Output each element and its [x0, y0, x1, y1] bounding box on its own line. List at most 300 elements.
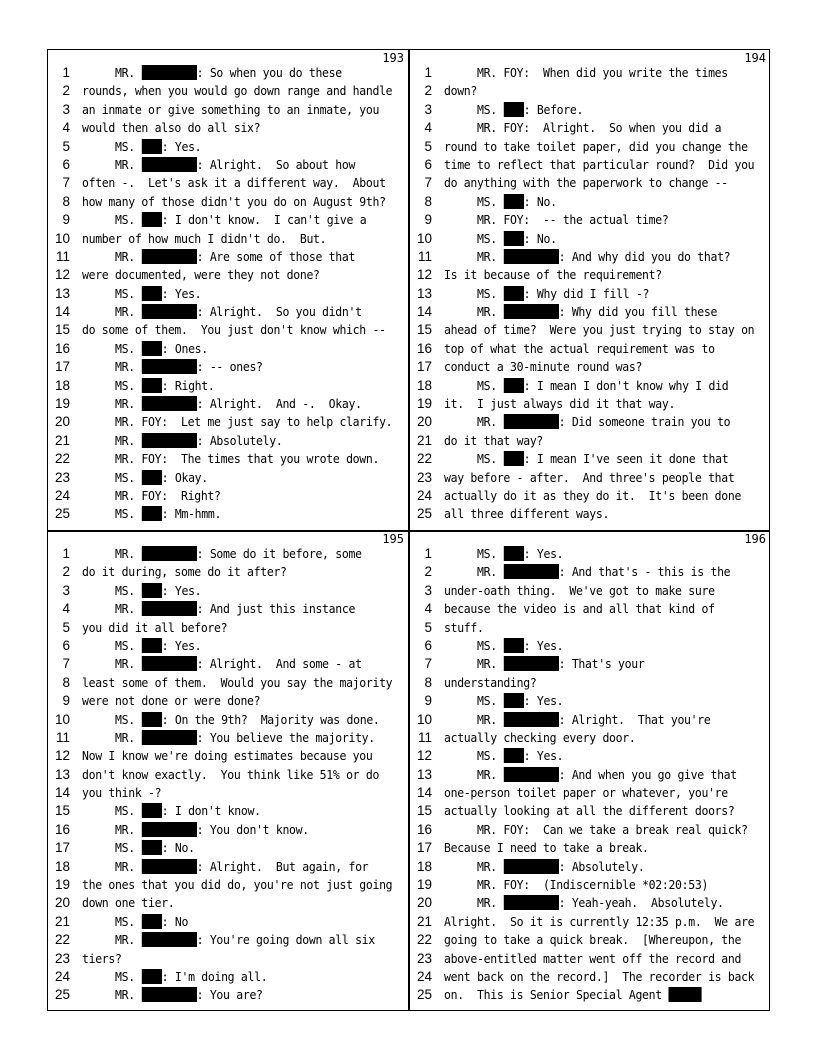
- redaction-bar: [141, 433, 196, 448]
- line-text: [444, 82, 477, 100]
- line-text-start: MS.: [444, 193, 504, 209]
- line-text: [82, 377, 214, 395]
- line-text: [82, 119, 260, 137]
- line-text: [444, 913, 754, 931]
- transcript-line: [410, 156, 770, 174]
- line-number: 8: [424, 674, 432, 690]
- line-text-start: do it during, some do it after?: [82, 564, 287, 580]
- line-text-start: tiers?: [82, 950, 122, 966]
- line-number: 5: [62, 619, 70, 635]
- line-text: [82, 156, 355, 174]
- redaction-bar: [503, 767, 558, 782]
- line-text-end: : Yes.: [161, 285, 202, 301]
- line-text: [82, 637, 201, 655]
- redaction-bar: [503, 231, 523, 246]
- transcript-line: [410, 913, 770, 931]
- line-text: [444, 821, 748, 839]
- line-number: 4: [62, 120, 70, 136]
- transcript-line: [410, 619, 770, 637]
- transcript-line: [410, 600, 770, 618]
- line-text: [444, 655, 644, 673]
- line-text: [82, 692, 260, 710]
- transcript-line: [48, 285, 408, 303]
- transcript-line: [48, 655, 408, 673]
- line-number: 13: [54, 766, 70, 782]
- redaction-bar: [141, 914, 161, 929]
- transcript-line: [410, 711, 770, 729]
- line-number: 17: [54, 359, 70, 375]
- line-text-start: MS.: [82, 637, 142, 653]
- line-text-start: MS.: [82, 840, 142, 856]
- line-text: [82, 674, 392, 692]
- line-text-start: round to take toilet paper, did you change the: [444, 138, 748, 154]
- line-text-start: MR.: [444, 711, 504, 727]
- line-number: 11: [55, 248, 70, 264]
- transcript-line: [48, 692, 408, 710]
- line-text-start: MS.: [444, 285, 504, 301]
- line-text: [444, 266, 662, 284]
- transcript-line: [410, 211, 770, 229]
- redaction-bar: [141, 840, 161, 855]
- line-text: [444, 674, 536, 692]
- line-text: [444, 285, 649, 303]
- line-text-start: MS.: [444, 101, 504, 117]
- line-text-start: time to reflect that particular round? Did you: [444, 156, 755, 172]
- redaction-bar: [503, 895, 558, 910]
- transcript-line: [410, 931, 770, 949]
- line-number: 4: [424, 120, 432, 136]
- redaction-bar: [141, 638, 161, 653]
- line-text-start: on. This is Senior Special Agent: [444, 987, 669, 1003]
- line-text: [82, 821, 309, 839]
- line-text-start: down one tier.: [82, 895, 175, 911]
- line-number: 12: [416, 748, 432, 764]
- transcript-line: [48, 711, 408, 729]
- line-text-end: : Yes.: [523, 637, 564, 653]
- line-text: [82, 450, 379, 468]
- line-number: 2: [62, 564, 70, 580]
- transcript-line: [410, 82, 770, 100]
- transcript-line: [48, 82, 408, 100]
- line-text: [82, 266, 320, 284]
- redaction-bar: [503, 546, 523, 561]
- line-text-end: : Alright. And some - at: [196, 656, 362, 672]
- transcript-line: [410, 545, 770, 563]
- line-text: [444, 784, 728, 802]
- line-text-start: the ones that you did do, you're not just going: [82, 877, 393, 893]
- redaction-bar: [668, 987, 701, 1002]
- line-text: [82, 600, 355, 618]
- line-text-start: MS.: [444, 377, 504, 393]
- line-number: 22: [416, 451, 432, 467]
- transcript-line: [48, 395, 408, 413]
- line-text: [444, 450, 728, 468]
- page-number: 195: [382, 532, 404, 546]
- page-number: 193: [382, 51, 404, 65]
- redaction-bar: [141, 803, 161, 818]
- line-number: 17: [416, 359, 432, 375]
- line-number: 10: [416, 711, 432, 727]
- line-number: 16: [54, 821, 70, 837]
- transcript-line: [48, 619, 408, 637]
- line-number: 14: [416, 785, 432, 801]
- transcript-line: [48, 582, 408, 600]
- transcript-line: [48, 986, 408, 1004]
- line-text: [444, 156, 754, 174]
- transcript-line: [48, 303, 408, 321]
- line-number: 6: [424, 156, 432, 172]
- line-text: [82, 321, 386, 339]
- line-text: [82, 986, 263, 1004]
- line-text-start: MS.: [82, 582, 142, 598]
- line-text-start: number of how much I didn't do. But.: [82, 230, 327, 246]
- line-text-start: you did it all before?: [82, 619, 228, 635]
- line-number: 18: [416, 377, 432, 393]
- line-text: [82, 766, 379, 784]
- redaction-bar: [141, 712, 161, 727]
- redaction-bar: [141, 987, 196, 1002]
- line-text: [444, 230, 557, 248]
- redaction-bar: [141, 341, 161, 356]
- transcript-line: [410, 248, 770, 266]
- line-text-end: : Okay.: [161, 469, 208, 485]
- line-text-end: : Why did you fill these: [558, 304, 718, 320]
- transcript-line: [410, 395, 770, 413]
- line-number: 23: [416, 950, 432, 966]
- line-text-start: often -. Let's ask it a different way. About: [82, 175, 386, 191]
- transcript-line: [48, 138, 408, 156]
- transcript-line: [410, 876, 770, 894]
- line-text: [82, 802, 261, 820]
- transcript-line: [48, 358, 408, 376]
- line-text-start: MR.: [82, 248, 142, 264]
- line-number: 19: [416, 877, 432, 893]
- transcript-line: [410, 766, 770, 784]
- line-number: 16: [416, 340, 432, 356]
- line-text: [82, 358, 263, 376]
- line-text-end: : Yes.: [523, 693, 564, 709]
- line-text-start: MS.: [444, 230, 504, 246]
- line-text: [82, 931, 375, 949]
- line-number: 9: [62, 212, 70, 228]
- line-text-start: because the video is and all that kind of: [444, 601, 715, 617]
- line-text: [444, 931, 741, 949]
- line-number: 12: [54, 267, 70, 283]
- transcript-line: [48, 340, 408, 358]
- transcript-line: [410, 358, 770, 376]
- line-text-end: : No.: [523, 193, 557, 209]
- transcript-line: [48, 931, 408, 949]
- transcript-line: [410, 986, 770, 1004]
- line-number: 24: [416, 968, 432, 984]
- line-number: 14: [54, 785, 70, 801]
- line-text: [444, 358, 642, 376]
- transcript-line: [410, 64, 770, 82]
- line-text: [444, 413, 730, 431]
- line-text-start: MR.: [82, 546, 142, 561]
- line-text-start: Now I know we're doing estimates because you: [82, 748, 373, 764]
- line-text-start: MR.: [82, 156, 142, 172]
- line-number: 6: [62, 637, 70, 653]
- line-text-start: MR.: [444, 248, 504, 264]
- transcript-line: [48, 321, 408, 339]
- redaction-bar: [503, 859, 558, 874]
- line-number: 9: [424, 212, 432, 228]
- line-text: [444, 487, 741, 505]
- line-text-start: MR.: [82, 729, 142, 745]
- line-number: 12: [54, 748, 70, 764]
- line-text: [444, 101, 583, 119]
- line-text-end: : Alright. So you didn't: [196, 304, 362, 320]
- line-text: [82, 747, 372, 765]
- line-text-start: way before - after. And three's people that: [444, 469, 735, 485]
- transcript-line: [410, 174, 770, 192]
- line-text-start: one-person toilet paper or whatever, you're: [444, 785, 728, 801]
- line-text: [82, 193, 386, 211]
- line-number: 13: [416, 285, 432, 301]
- line-text-end: : Yes.: [161, 637, 202, 653]
- transcript-line: [410, 968, 770, 986]
- transcript-line: [48, 674, 408, 692]
- line-number: 24: [54, 968, 70, 984]
- line-text-start: under-oath thing. We've got to make sure: [444, 582, 715, 598]
- line-text-start: actually checking every door.: [444, 729, 636, 745]
- line-text-start: were not done or were done?: [82, 693, 261, 709]
- line-number: 21: [416, 432, 432, 448]
- redaction-bar: [503, 414, 558, 429]
- line-text: [82, 432, 282, 450]
- line-text: [444, 377, 728, 395]
- redaction-bar: [141, 286, 161, 301]
- page-194: [410, 50, 770, 530]
- line-text-end: : That's your: [558, 656, 645, 672]
- line-number: 10: [54, 230, 70, 246]
- line-text: [82, 413, 392, 431]
- line-text-start: MR.: [82, 601, 142, 617]
- redaction-bar: [141, 304, 196, 319]
- redaction-bar: [141, 859, 196, 874]
- line-text-start: MR.: [82, 987, 142, 1003]
- transcript-line: [410, 582, 770, 600]
- line-text-start: do anything with the paperwork to change --: [444, 175, 728, 191]
- line-number: 20: [54, 414, 70, 430]
- page-number: 194: [744, 51, 766, 65]
- line-text: [444, 950, 741, 968]
- line-text-start: MS.: [82, 913, 142, 929]
- line-number: 18: [54, 858, 70, 874]
- line-number: 15: [416, 322, 432, 338]
- line-text: [82, 211, 366, 229]
- transcript-line: [410, 637, 770, 655]
- line-text: [444, 395, 675, 413]
- transcript-lines: [48, 64, 408, 524]
- line-text: [82, 248, 355, 266]
- transcript-line: [410, 138, 770, 156]
- line-text-start: understanding?: [444, 674, 537, 690]
- line-number: 15: [54, 803, 70, 819]
- line-text-start: MS.: [82, 968, 142, 984]
- transcript-line: [410, 821, 770, 839]
- line-text-end: : I don't know.: [161, 803, 261, 819]
- line-number: 22: [54, 451, 70, 467]
- line-text-end: : Yes.: [523, 546, 564, 561]
- transcript-line: [48, 119, 408, 137]
- transcript-line: [410, 340, 770, 358]
- line-text-start: MS.: [82, 212, 142, 228]
- line-number: 19: [54, 877, 70, 893]
- line-text: [444, 986, 702, 1004]
- line-text: [444, 747, 563, 765]
- line-number: 11: [417, 248, 432, 264]
- line-text-start: MR. FOY: The times that you wrote down.: [82, 451, 380, 467]
- line-text-start: went back on the record.] The recorder is back: [444, 968, 755, 984]
- line-text-end: : Mm-hmm.: [161, 506, 222, 522]
- line-text-end: : You're going down all six: [196, 932, 375, 948]
- line-text-end: : Absolutely.: [558, 858, 645, 874]
- line-text-start: MR. FOY: Right?: [82, 487, 221, 503]
- redaction-bar: [141, 65, 196, 80]
- transcript-line: [410, 432, 770, 450]
- line-text-start: MR.: [444, 304, 504, 320]
- transcript-line: [48, 413, 408, 431]
- redaction-bar: [503, 102, 523, 117]
- line-text-start: ahead of time? Were you just trying to stay on: [444, 322, 755, 338]
- transcript-line: [410, 747, 770, 765]
- transcript-line: [48, 193, 408, 211]
- line-number: 5: [62, 138, 70, 154]
- transcript-line: [48, 876, 408, 894]
- transcript-line: [410, 729, 770, 747]
- line-text: [82, 395, 362, 413]
- transcript-lines: [48, 545, 408, 1005]
- transcript-line: [410, 377, 770, 395]
- line-text-end: : -- ones?: [196, 359, 263, 375]
- line-text: [444, 802, 734, 820]
- line-text-start: MR.: [82, 304, 142, 320]
- line-text-start: MS.: [82, 340, 142, 356]
- redaction-bar: [503, 451, 523, 466]
- redaction-bar: [503, 194, 523, 209]
- line-number: 3: [424, 582, 432, 598]
- line-number: 16: [416, 821, 432, 837]
- redaction-bar: [141, 212, 161, 227]
- transcript-line: [48, 821, 408, 839]
- redaction-bar: [141, 470, 161, 485]
- line-text: [82, 230, 326, 248]
- line-number: 18: [416, 858, 432, 874]
- transcript-line: [48, 839, 408, 857]
- line-text-end: : I mean I've seen it done that: [523, 451, 729, 467]
- transcript-line: [410, 674, 770, 692]
- line-text-end: : Yeah-yeah. Absolutely.: [558, 895, 724, 911]
- transcript-line: [48, 101, 408, 119]
- transcript-line: [410, 450, 770, 468]
- line-text: [82, 303, 362, 321]
- transcript-lines: [410, 545, 770, 1005]
- line-text-start: MR.: [82, 65, 142, 80]
- line-text-start: MR.: [82, 432, 142, 448]
- line-text-start: above-entitled matter went off the record and: [444, 950, 742, 966]
- transcript-line: [410, 839, 770, 857]
- line-text: [444, 839, 649, 857]
- line-text-start: Is it because of the requirement?: [444, 267, 662, 283]
- line-text-start: MR. FOY: When did you write the times: [444, 65, 728, 80]
- page-196: [410, 531, 770, 1011]
- transcript-line: [410, 950, 770, 968]
- line-text: [444, 505, 609, 523]
- line-text: [444, 138, 748, 156]
- line-text-start: MR. FOY: (Indiscernible *02:20:53): [444, 877, 709, 893]
- line-text: [82, 64, 342, 82]
- line-text-start: MR.: [444, 564, 504, 580]
- line-number: 5: [424, 138, 432, 154]
- line-number: 23: [416, 469, 432, 485]
- redaction-bar: [141, 359, 196, 374]
- redaction-bar: [141, 546, 196, 561]
- line-text-start: MR.: [82, 858, 142, 874]
- line-text: [82, 876, 392, 894]
- line-text: [444, 637, 563, 655]
- transcript-line: [410, 505, 770, 523]
- transcript-line: [48, 505, 408, 523]
- line-text-start: actually looking at all the different doors?: [444, 803, 735, 819]
- redaction-bar: [141, 378, 161, 393]
- line-text-start: MS.: [82, 803, 142, 819]
- line-number: 25: [416, 987, 432, 1003]
- line-text: [82, 950, 122, 968]
- line-text: [82, 711, 380, 729]
- transcript-line: [48, 600, 408, 618]
- line-text-start: all three different ways.: [444, 506, 610, 522]
- line-text-start: Alright. So it is currently 12:35 p.m. We are: [444, 913, 755, 929]
- line-text: [444, 469, 734, 487]
- line-text-end: : Alright. But again, for: [196, 858, 369, 874]
- redaction-bar: [503, 712, 558, 727]
- line-text-end: : And why did you do that?: [558, 248, 731, 264]
- line-text-end: : Some do it before, some: [196, 546, 362, 561]
- line-text-start: Because I need to take a break.: [444, 840, 649, 856]
- line-text: [82, 784, 161, 802]
- line-number: 18: [54, 377, 70, 393]
- line-text-start: MS.: [82, 506, 142, 522]
- line-text-start: don't know exactly. You think like 51% or do: [82, 766, 380, 782]
- transcript-lines: [410, 64, 770, 524]
- redaction-bar: [503, 748, 523, 763]
- line-text-start: MR.: [82, 821, 142, 837]
- line-text-end: : I mean I don't know why I did: [523, 377, 729, 393]
- line-number: 25: [54, 506, 70, 522]
- line-text-start: how many of those didn't you do on August 9th?: [82, 193, 386, 209]
- line-text-start: an inmate or give something to an inmate, you: [82, 101, 380, 117]
- line-number: 2: [62, 83, 70, 99]
- redaction-bar: [503, 564, 558, 579]
- transcript-line: [410, 193, 770, 211]
- redaction-bar: [141, 932, 196, 947]
- line-number: 8: [424, 193, 432, 209]
- line-text-start: MR.: [444, 414, 504, 430]
- page-193: [48, 50, 408, 530]
- transcript-line: [48, 747, 408, 765]
- transcript-line: [410, 303, 770, 321]
- line-text-start: MR.: [444, 766, 504, 782]
- line-text-start: MR. FOY: Alright. So when you did a: [444, 120, 722, 136]
- line-text: [82, 469, 208, 487]
- line-text-end: : And just this instance: [196, 601, 356, 617]
- line-number: 6: [424, 637, 432, 653]
- redaction-bar: [503, 656, 558, 671]
- transcript-line: [410, 563, 770, 581]
- redaction-bar: [503, 249, 558, 264]
